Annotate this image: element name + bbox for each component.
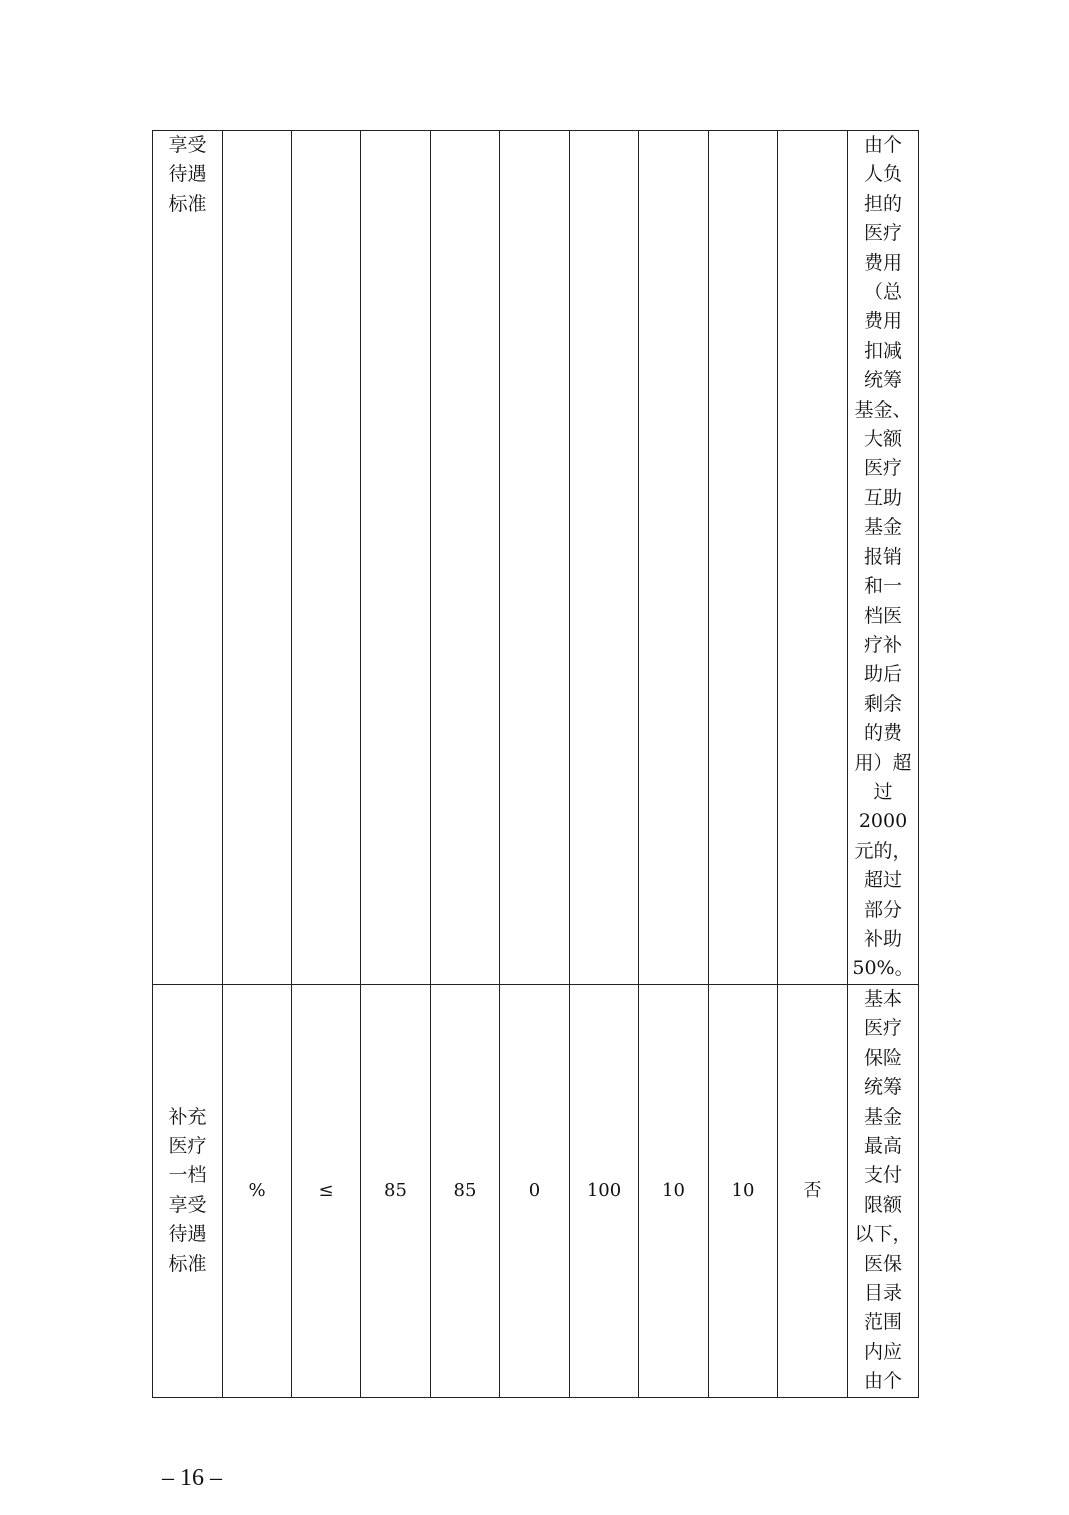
description-line: 2000	[858, 810, 908, 833]
description-line: 的费	[863, 722, 902, 745]
empty-cell	[778, 131, 848, 985]
empty-cell	[431, 131, 500, 985]
description-line: 基金	[863, 1105, 902, 1128]
flag-value: 否	[803, 1180, 822, 1202]
empty-cell	[223, 131, 292, 985]
description-line: 助后	[863, 663, 902, 686]
empty-cell	[639, 131, 709, 985]
description-line: 以下，	[854, 1223, 912, 1246]
row-label-cell	[153, 985, 223, 1398]
data-cell	[500, 985, 570, 1398]
operator-value: ≤	[318, 1180, 334, 1202]
unit-cell	[223, 985, 292, 1398]
data-cell	[709, 985, 778, 1398]
flag-cell	[778, 985, 848, 1398]
cell-value: 10	[731, 1180, 755, 1202]
row-label-line: 一档	[168, 1164, 207, 1187]
description-line: 疗补	[863, 633, 902, 656]
row-label-line: 医疗	[168, 1135, 207, 1158]
unit-value: %	[248, 1180, 266, 1202]
description-line: 补助	[863, 927, 902, 950]
table-row-supplementary-tier1	[153, 985, 919, 1398]
table-row-continued	[153, 131, 919, 985]
row-label-line: 待遇	[168, 163, 207, 186]
description-line: 由个	[863, 134, 902, 156]
row-label-line: 标准	[168, 192, 207, 215]
row-label-line: 补充	[168, 1105, 207, 1128]
cell-value: 10	[662, 1180, 685, 1202]
empty-cell	[292, 131, 361, 985]
empty-cell	[500, 131, 570, 985]
description-line: 元的，	[854, 839, 912, 862]
description-line: 限额	[863, 1193, 902, 1216]
row-label-line: 标准	[168, 1252, 207, 1275]
description-line: 大额	[863, 428, 902, 451]
description-line: 保险	[863, 1046, 902, 1069]
description-line: 互助	[863, 486, 902, 509]
description-line: （总	[863, 281, 902, 304]
data-cell	[639, 985, 709, 1398]
description-line: 医保	[863, 1252, 902, 1275]
description-line: 基金、	[854, 398, 912, 421]
description-line: 部分	[863, 898, 902, 921]
description-line: 医疗	[863, 222, 902, 245]
description-line: 担的	[863, 192, 902, 215]
description-line: 报销	[863, 545, 902, 568]
description-line: 超过	[863, 869, 902, 892]
description-line: 过	[873, 780, 893, 803]
description-line: 剩余	[863, 692, 902, 715]
cell-value: 0	[528, 1180, 541, 1202]
description-line: 统筹	[863, 1076, 902, 1099]
description-line: 基本	[863, 988, 902, 1010]
row-label-line: 待遇	[168, 1223, 207, 1246]
description-line: 和一	[863, 575, 902, 598]
empty-cell	[361, 131, 431, 985]
empty-cell	[570, 131, 639, 985]
data-cell	[361, 985, 431, 1398]
description-line: 范围	[863, 1311, 902, 1334]
empty-cell	[709, 131, 778, 985]
description-line: 费用	[863, 251, 902, 274]
description-line: 由个	[863, 1370, 902, 1393]
data-cell	[570, 985, 639, 1398]
description-cell	[848, 985, 919, 1398]
description-line: 用）超	[854, 751, 912, 774]
description-line: 内应	[863, 1340, 902, 1363]
row-label-line: 享受	[168, 1193, 207, 1216]
data-cell	[431, 985, 500, 1398]
row-label-cell	[153, 131, 223, 985]
description-line: 费用	[863, 310, 902, 333]
description-line: 支付	[863, 1164, 902, 1187]
page-number: – 16 –	[162, 1465, 222, 1491]
description-line: 医疗	[863, 457, 902, 480]
description-line: 目录	[863, 1282, 902, 1305]
description-line: 统筹	[863, 369, 902, 392]
operator-cell	[292, 985, 361, 1398]
description-line: 基金	[863, 516, 902, 539]
row-label-line: 享受	[168, 134, 207, 156]
description-line: 人负	[863, 163, 902, 186]
description-line: 50%。	[852, 957, 914, 980]
description-line: 扣减	[863, 339, 902, 362]
description-line: 最高	[863, 1135, 902, 1158]
cell-value: 85	[384, 1180, 407, 1202]
description-line: 医疗	[863, 1017, 902, 1040]
description-cell	[848, 131, 919, 985]
cell-value: 85	[453, 1180, 477, 1202]
description-line: 档医	[863, 604, 902, 627]
benefit-standards-table	[152, 130, 919, 1398]
cell-value: 100	[586, 1180, 622, 1202]
